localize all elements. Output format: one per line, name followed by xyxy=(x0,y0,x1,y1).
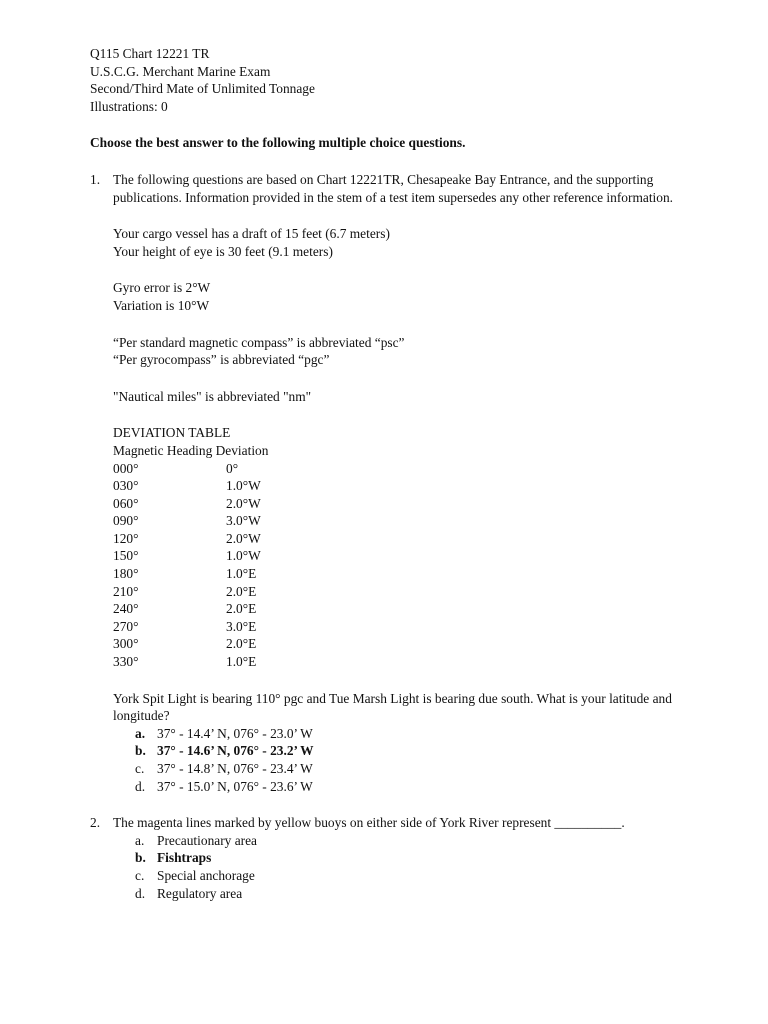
exam-page xyxy=(90,45,690,902)
choice-letter: d. xyxy=(135,778,146,794)
deviation-cell: 3.0°E xyxy=(226,618,257,634)
question-number: 1. xyxy=(90,171,101,187)
question-text: York Spit Light is bearing 110° pgc and Tue Marsh Light is bearing due south. What is your latitude and longitude? xyxy=(113,690,672,724)
table-row xyxy=(113,495,690,513)
instructions: Choose the best answer to the following multiple choice questions. xyxy=(90,135,466,151)
question-1 xyxy=(90,171,690,795)
choice-letter: c. xyxy=(135,867,145,883)
table-row xyxy=(113,477,690,495)
heading-cell: 210° xyxy=(113,583,139,599)
choice-text: Regulatory area xyxy=(157,885,243,901)
header-line-illustrations: Illustrations: 0 xyxy=(90,98,168,114)
table-row xyxy=(113,618,690,636)
heading-cell: 120° xyxy=(113,530,139,546)
choice-letter: b. xyxy=(135,850,146,866)
deviation-cell: 2.0°W xyxy=(226,530,261,546)
deviation-cell: 1.0°W xyxy=(226,478,261,494)
table-row xyxy=(113,600,690,618)
header-line-exam: U.S.C.G. Merchant Marine Exam xyxy=(90,63,271,79)
deviation-cell: 1.0°E xyxy=(226,566,257,582)
heading-cell: 060° xyxy=(113,495,139,511)
variation-info: Variation is 10°W xyxy=(113,297,210,313)
header-line-grade: Second/Third Mate of Unlimited Tonnage xyxy=(90,81,315,97)
choice-text: Fishtraps xyxy=(157,850,212,866)
choice-letter: d. xyxy=(135,885,146,901)
answer-choices xyxy=(113,725,690,795)
heading-cell: 330° xyxy=(113,654,139,670)
deviation-cell: 1.0°W xyxy=(226,548,261,564)
document-header xyxy=(90,45,690,115)
answer-choice-b[interactable] xyxy=(135,849,690,867)
heading-cell: 150° xyxy=(113,548,139,564)
deviation-table-title: DEVIATION TABLE xyxy=(113,425,231,441)
table-row xyxy=(113,530,690,548)
choice-letter: b. xyxy=(135,743,146,759)
answer-choice-a[interactable] xyxy=(135,725,690,743)
deviation-cell: 2.0°W xyxy=(226,495,261,511)
deviation-table xyxy=(113,424,690,670)
answer-choice-c[interactable] xyxy=(135,867,690,885)
table-row xyxy=(113,460,690,478)
heading-cell: 090° xyxy=(113,513,139,529)
deviation-cell: 3.0°W xyxy=(226,513,261,529)
draft-info: Your cargo vessel has a draft of 15 feet (6.7 meters) xyxy=(113,226,390,242)
deviation-cell: 2.0°E xyxy=(226,636,257,652)
deviation-cell: 2.0°E xyxy=(226,583,257,599)
table-row xyxy=(113,565,690,583)
question-text: The magenta lines marked by yellow buoys on either side of York River represent __________. xyxy=(113,815,625,831)
choice-letter: a. xyxy=(135,832,145,848)
choice-text: 37° - 14.6’ N, 076° - 23.2’ W xyxy=(157,743,314,759)
table-row xyxy=(113,635,690,653)
eye-height-info: Your height of eye is 30 feet (9.1 meters) xyxy=(113,243,333,259)
header-line-chart: Q115 Chart 12221 TR xyxy=(90,46,210,61)
deviation-cell: 2.0°E xyxy=(226,601,257,617)
answer-choice-a[interactable] xyxy=(135,832,690,850)
answer-choice-d[interactable] xyxy=(135,778,690,796)
heading-cell: 000° xyxy=(113,460,139,476)
choice-letter: c. xyxy=(135,761,145,776)
question-number: 2. xyxy=(90,815,101,831)
heading-cell: 240° xyxy=(113,601,139,617)
table-row xyxy=(113,547,690,565)
question-intro: The following questions are based on Chart 12221TR, Chesapeake Bay Entrance, and the supporting publications. Information provided in the stem of a test item supersedes any other reference information. xyxy=(113,171,674,205)
choice-text: Special anchorage xyxy=(157,867,255,883)
heading-cell: 030° xyxy=(113,478,139,494)
heading-cell: 270° xyxy=(113,618,139,634)
answer-choice-b[interactable] xyxy=(135,742,690,760)
gyro-error-info: Gyro error is 2°W xyxy=(113,280,211,296)
choice-text: 37° - 14.4’ N, 076° - 23.0’ W xyxy=(157,725,313,741)
choice-letter: a. xyxy=(135,725,146,741)
heading-cell: 180° xyxy=(113,566,139,582)
answer-choice-c[interactable] xyxy=(135,760,690,778)
psc-abbreviation-note: “Per standard magnetic compass” is abbreviated “psc” xyxy=(113,334,405,350)
choice-text: 37° - 15.0’ N, 076° - 23.6’ W xyxy=(157,778,313,794)
question-2 xyxy=(90,814,690,902)
heading-cell: 300° xyxy=(113,636,139,652)
nm-abbreviation-note: "Nautical miles" is abbreviated "nm" xyxy=(113,388,312,404)
answer-choices xyxy=(113,832,690,902)
table-row xyxy=(113,512,690,530)
deviation-table-header: Magnetic Heading Deviation xyxy=(113,442,269,458)
answer-choice-d[interactable] xyxy=(135,885,690,903)
deviation-cell: 1.0°E xyxy=(226,654,257,670)
pgc-abbreviation-note: “Per gyrocompass” is abbreviated “pgc” xyxy=(113,352,330,368)
table-row xyxy=(113,653,690,671)
deviation-cell: 0° xyxy=(226,460,239,476)
choice-text: Precautionary area xyxy=(157,832,257,848)
choice-text: 37° - 14.8’ N, 076° - 23.4’ W xyxy=(157,761,313,776)
table-row xyxy=(113,583,690,601)
